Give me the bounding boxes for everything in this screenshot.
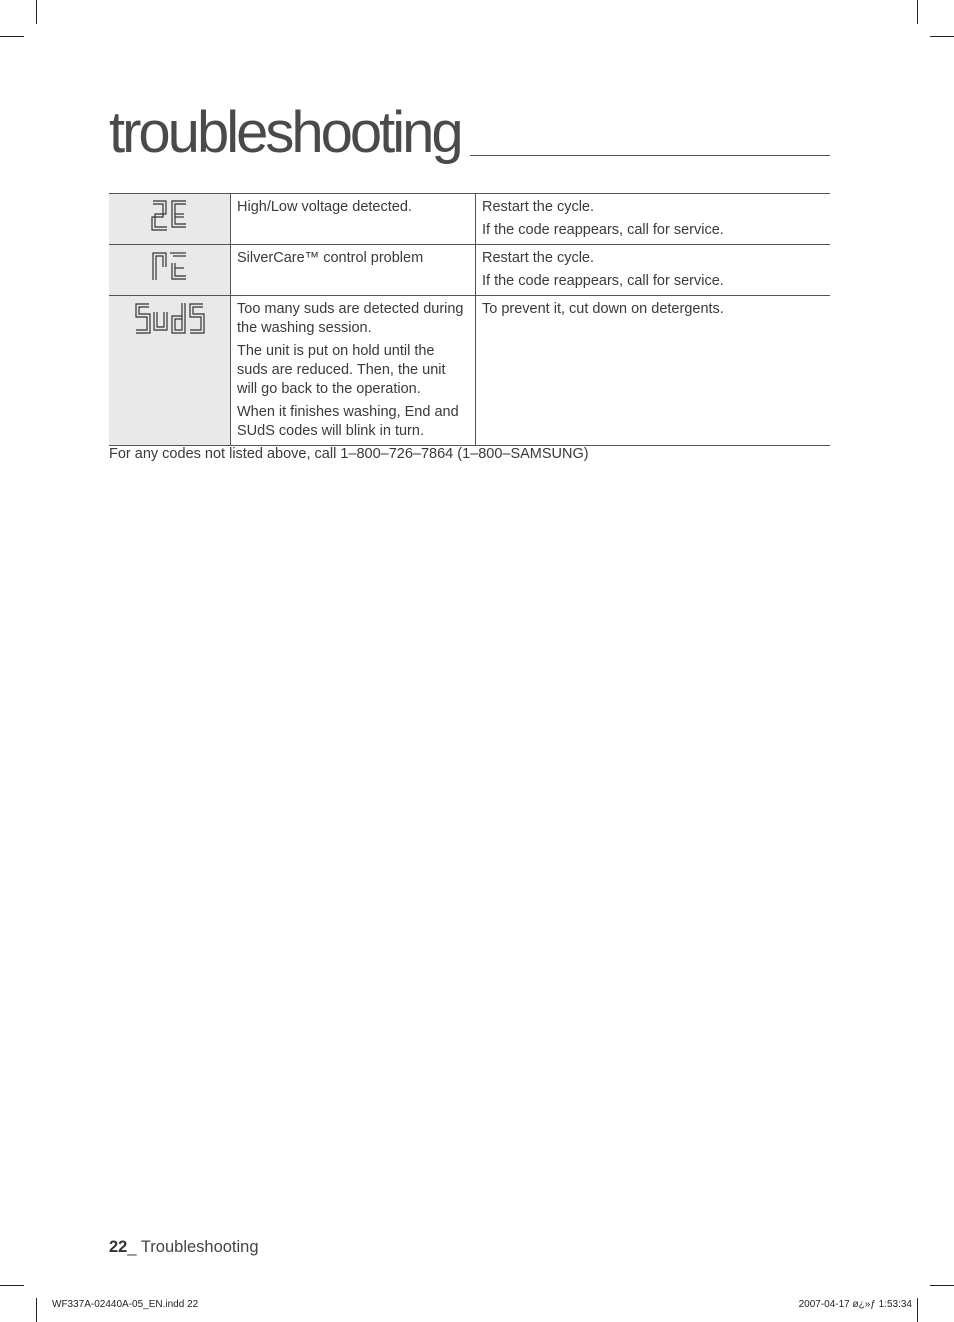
description-text: Too many suds are detected during the washing session. — [237, 301, 464, 336]
crop-mark — [36, 0, 37, 24]
error-code-2e-display-icon — [150, 196, 190, 234]
solution-cell — [476, 296, 831, 446]
page-title: troubleshooting — [109, 100, 461, 165]
description-cell — [231, 296, 476, 446]
service-note: For any codes not listed above, call 1–800–726–7864 (1–800–SAMSUNG) — [109, 446, 589, 462]
solution-text: If the code reappears, call for service. — [482, 222, 724, 238]
print-slug-left: WF337A-02440A-05_EN.indd 22 — [52, 1299, 199, 1310]
crop-mark — [930, 1285, 954, 1286]
error-code-cell — [109, 296, 231, 446]
table-row — [109, 245, 830, 296]
crop-mark — [917, 0, 918, 24]
crop-mark — [930, 36, 954, 37]
error-code-cell — [109, 194, 231, 245]
page-number: 22 — [109, 1238, 128, 1256]
crop-mark — [0, 1285, 24, 1286]
description-text: High/Low voltage detected. — [237, 199, 412, 215]
error-code-ne-display-icon — [150, 247, 190, 285]
solution-text: Restart the cycle. — [482, 199, 595, 215]
description-text: SilverCare™ control problem — [237, 250, 424, 266]
title-rule — [470, 155, 830, 156]
solution-text: To prevent it, cut down on detergents. — [482, 301, 724, 317]
error-code-table — [109, 193, 830, 446]
crop-mark — [36, 1298, 37, 1322]
solution-cell — [476, 194, 831, 245]
error-code-cell — [109, 245, 231, 296]
error-code-suds-display-icon — [134, 298, 206, 338]
solution-cell — [476, 245, 831, 296]
description-cell — [231, 245, 476, 296]
solution-text: If the code reappears, call for service. — [482, 273, 724, 289]
crop-mark — [0, 36, 24, 37]
description-cell — [231, 194, 476, 245]
solution-text: Restart the cycle. — [482, 250, 595, 266]
print-slug-right: 2007-04-17 ø¿»ƒ 1:53:34 — [798, 1299, 912, 1310]
description-text: When it finishes washing, End and SUdS codes will blink in turn. — [237, 404, 459, 439]
table-row — [109, 194, 830, 245]
crop-mark — [917, 1298, 918, 1322]
table-row — [109, 296, 830, 446]
description-text: The unit is put on hold until the suds are reduced. Then, the unit will go back to the operation. — [237, 343, 446, 397]
page-footer — [109, 1238, 259, 1257]
footer-section: _ Troubleshooting — [127, 1238, 259, 1256]
